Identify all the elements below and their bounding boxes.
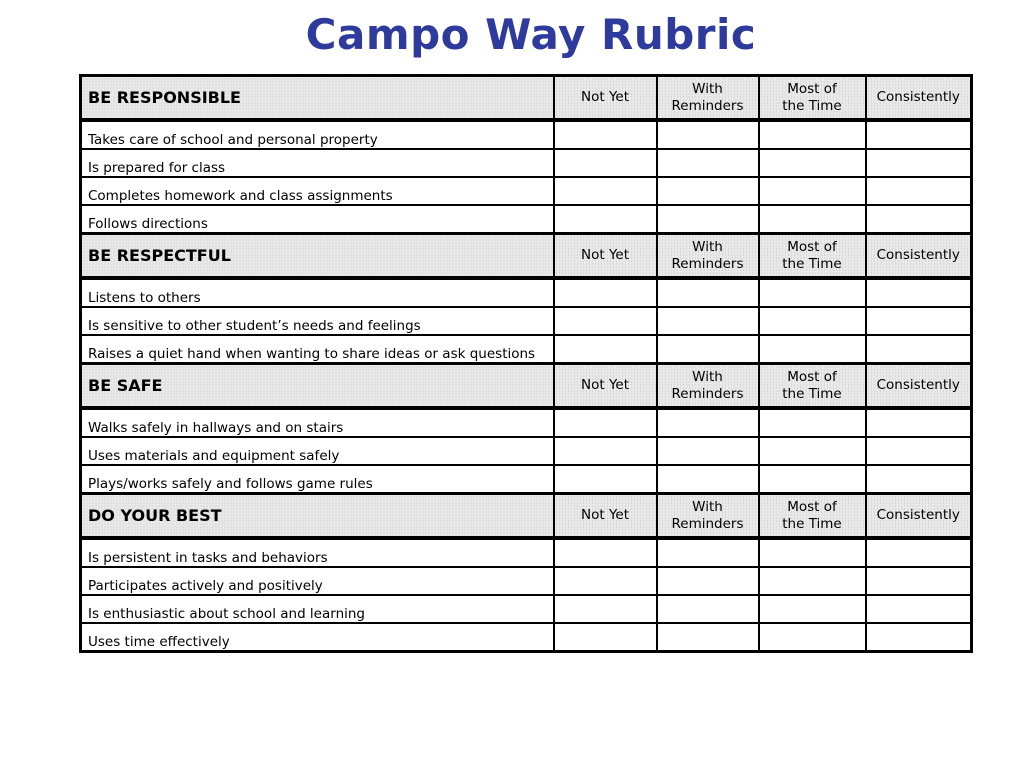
criterion-label: Plays/works safely and follows game rules xyxy=(81,465,554,494)
rating-cell[interactable] xyxy=(759,623,866,652)
level-consistently xyxy=(866,234,972,279)
rating-cell[interactable] xyxy=(866,177,972,205)
rating-cell[interactable] xyxy=(554,538,657,567)
rating-cell[interactable] xyxy=(759,149,866,177)
criterion-label: Is persistent in tasks and behaviors xyxy=(81,538,554,567)
table-row xyxy=(81,567,972,595)
level-label: Most of xyxy=(787,498,837,515)
rating-cell[interactable] xyxy=(657,538,759,567)
level-most-of-the-time xyxy=(759,234,866,279)
rating-cell[interactable] xyxy=(759,120,866,149)
rating-cell[interactable] xyxy=(554,205,657,234)
level-label: Most of xyxy=(787,368,837,385)
section-heading: BE RESPECTFUL xyxy=(81,234,554,279)
rating-cell[interactable] xyxy=(657,205,759,234)
rating-cell[interactable] xyxy=(554,149,657,177)
rating-cell[interactable] xyxy=(657,177,759,205)
level-label: Not Yet xyxy=(581,89,629,105)
level-label: Reminders xyxy=(671,515,744,532)
criterion-label: Walks safely in hallways and on stairs xyxy=(81,408,554,437)
rating-cell[interactable] xyxy=(866,307,972,335)
level-label: Reminders xyxy=(671,255,744,272)
table-row xyxy=(81,623,972,652)
level-most-of-the-time xyxy=(759,76,866,121)
rating-cell[interactable] xyxy=(554,437,657,465)
rating-cell[interactable] xyxy=(657,437,759,465)
table-row xyxy=(81,408,972,437)
rating-cell[interactable] xyxy=(759,465,866,494)
table-row xyxy=(81,538,972,567)
rating-cell[interactable] xyxy=(866,567,972,595)
rating-cell[interactable] xyxy=(866,465,972,494)
level-label: the Time xyxy=(782,97,842,114)
page-title: Campo Way Rubric xyxy=(305,10,757,59)
level-most-of-the-time xyxy=(759,364,866,409)
level-with-reminders xyxy=(657,234,759,279)
rating-cell[interactable] xyxy=(866,120,972,149)
rating-cell[interactable] xyxy=(759,408,866,437)
level-label: Consistently xyxy=(876,377,960,393)
rating-cell[interactable] xyxy=(759,567,866,595)
rating-cell[interactable] xyxy=(866,205,972,234)
level-label: Not Yet xyxy=(581,247,629,263)
section-heading: BE RESPONSIBLE xyxy=(81,76,554,121)
table-row xyxy=(81,120,972,149)
level-label: the Time xyxy=(782,385,842,402)
rating-cell[interactable] xyxy=(866,408,972,437)
criterion-label: Participates actively and positively xyxy=(81,567,554,595)
level-label: Consistently xyxy=(876,89,960,105)
rating-cell[interactable] xyxy=(554,595,657,623)
criterion-label: Uses materials and equipment safely xyxy=(81,437,554,465)
level-label: With xyxy=(692,80,723,97)
level-not-yet xyxy=(554,76,657,121)
level-label: Reminders xyxy=(671,385,744,402)
rating-cell[interactable] xyxy=(759,595,866,623)
table-row xyxy=(81,465,972,494)
rating-cell[interactable] xyxy=(759,205,866,234)
level-not-yet xyxy=(554,494,657,539)
level-consistently xyxy=(866,364,972,409)
level-label: the Time xyxy=(782,515,842,532)
section-heading: BE SAFE xyxy=(81,364,554,409)
table-row xyxy=(81,177,972,205)
rating-cell[interactable] xyxy=(554,335,657,364)
rating-cell[interactable] xyxy=(759,538,866,567)
criterion-label: Completes homework and class assignments xyxy=(81,177,554,205)
rating-cell[interactable] xyxy=(759,437,866,465)
rating-cell[interactable] xyxy=(554,177,657,205)
rating-cell[interactable] xyxy=(657,595,759,623)
level-label: Most of xyxy=(787,80,837,97)
table-row xyxy=(81,278,972,307)
section-header-row xyxy=(81,234,972,279)
level-label: Consistently xyxy=(876,247,960,263)
rating-cell[interactable] xyxy=(657,335,759,364)
rating-cell[interactable] xyxy=(657,120,759,149)
rating-cell[interactable] xyxy=(866,623,972,652)
rating-cell[interactable] xyxy=(866,538,972,567)
level-with-reminders xyxy=(657,364,759,409)
level-label: With xyxy=(692,238,723,255)
rating-cell[interactable] xyxy=(657,278,759,307)
rating-cell[interactable] xyxy=(866,278,972,307)
criterion-label: Uses time effectively xyxy=(81,623,554,652)
rating-cell[interactable] xyxy=(759,177,866,205)
level-label: Reminders xyxy=(671,97,744,114)
rating-cell[interactable] xyxy=(657,465,759,494)
level-most-of-the-time xyxy=(759,494,866,539)
rating-cell[interactable] xyxy=(554,465,657,494)
table-row xyxy=(81,307,972,335)
rating-cell[interactable] xyxy=(657,623,759,652)
criterion-label: Raises a quiet hand when wanting to share ideas or ask questions xyxy=(81,335,554,364)
level-label: With xyxy=(692,498,723,515)
section-header-row xyxy=(81,494,972,539)
rating-cell[interactable] xyxy=(866,437,972,465)
criterion-label: Is enthusiastic about school and learning xyxy=(81,595,554,623)
table-row xyxy=(81,335,972,364)
table-row xyxy=(81,205,972,234)
rating-cell[interactable] xyxy=(759,307,866,335)
rating-cell[interactable] xyxy=(866,335,972,364)
rating-cell[interactable] xyxy=(657,408,759,437)
rating-cell[interactable] xyxy=(657,307,759,335)
rating-cell[interactable] xyxy=(554,278,657,307)
rating-cell[interactable] xyxy=(554,408,657,437)
level-label: Not Yet xyxy=(581,377,629,393)
level-not-yet xyxy=(554,364,657,409)
rating-cell[interactable] xyxy=(554,623,657,652)
rating-cell[interactable] xyxy=(759,278,866,307)
section-heading: DO YOUR BEST xyxy=(81,494,554,539)
criterion-label: Is sensitive to other student’s needs and feelings xyxy=(81,307,554,335)
level-label: Not Yet xyxy=(581,507,629,523)
level-with-reminders xyxy=(657,76,759,121)
criterion-label: Follows directions xyxy=(81,205,554,234)
level-label: With xyxy=(692,368,723,385)
level-consistently xyxy=(866,76,972,121)
table-row xyxy=(81,437,972,465)
rating-cell[interactable] xyxy=(759,335,866,364)
rating-cell[interactable] xyxy=(866,149,972,177)
level-label: the Time xyxy=(782,255,842,272)
rating-cell[interactable] xyxy=(554,307,657,335)
level-not-yet xyxy=(554,234,657,279)
criterion-label: Is prepared for class xyxy=(81,149,554,177)
table-row xyxy=(81,149,972,177)
rating-cell[interactable] xyxy=(866,595,972,623)
rating-cell[interactable] xyxy=(554,120,657,149)
criterion-label: Takes care of school and personal property xyxy=(81,120,554,149)
table-row xyxy=(81,595,972,623)
rubric-table xyxy=(79,74,973,653)
rating-cell[interactable] xyxy=(554,567,657,595)
level-consistently xyxy=(866,494,972,539)
rating-cell[interactable] xyxy=(657,149,759,177)
section-header-row xyxy=(81,364,972,409)
level-with-reminders xyxy=(657,494,759,539)
level-label: Consistently xyxy=(876,507,960,523)
criterion-label: Listens to others xyxy=(81,278,554,307)
rating-cell[interactable] xyxy=(657,567,759,595)
section-header-row xyxy=(81,76,972,121)
level-label: Most of xyxy=(787,238,837,255)
